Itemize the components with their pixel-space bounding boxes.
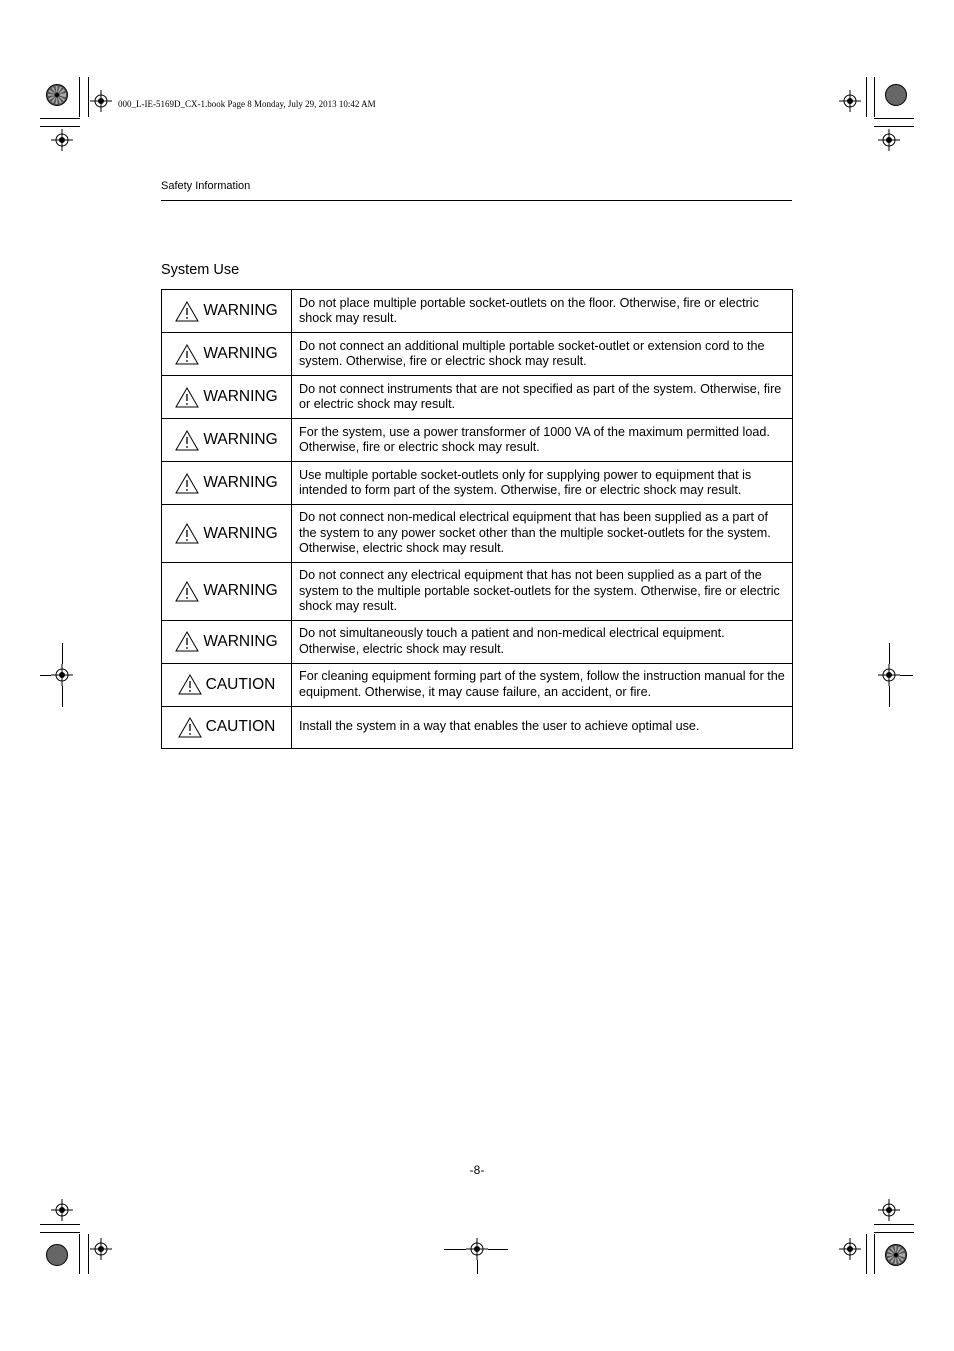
crop-line: [477, 1260, 478, 1274]
crop-line: [40, 675, 51, 676]
registration-mark-icon: [839, 90, 861, 112]
running-header: Safety Information: [161, 180, 251, 192]
warning-triangle-icon: [175, 523, 199, 544]
registration-mark-icon: [90, 90, 112, 112]
warning-triangle-icon: [175, 473, 199, 494]
signal-word: WARNING: [203, 524, 278, 542]
message-cell: Install the system in a way that enables the user to achieve optimal use.: [292, 706, 793, 748]
printer-file-info: 000_L-IE-5169D_CX-1.book Page 8 Monday, July 29, 2013 10:42 AM: [118, 99, 376, 109]
gray-disc-icon: [885, 84, 907, 106]
table-row: [162, 419, 793, 462]
warning-triangle-icon: [175, 631, 199, 652]
crop-line: [866, 77, 867, 117]
table-row: [162, 620, 793, 663]
crop-line: [889, 643, 890, 664]
crop-line: [900, 675, 913, 676]
signal-cell: [162, 376, 292, 419]
signal-cell: [162, 290, 292, 333]
message-cell: For cleaning equipment forming part of the system, follow the instruction manual for the equipment. Otherwise, it may cause failure, an accident, or fire.: [292, 663, 793, 706]
message-cell: Do not place multiple portable socket-outlets on the floor. Otherwise, fire or electric shock may result.: [292, 290, 793, 333]
signal-word: CAUTION: [205, 675, 276, 693]
crop-line: [88, 1234, 89, 1274]
signal-word: WARNING: [203, 474, 278, 491]
crop-line: [874, 126, 914, 127]
crop-line: [874, 1224, 914, 1225]
message-cell: Do not connect any electrical equipment that has not been supplied as a part of the system to the multiple portable socket-outlets for the system. Otherwise, fire or electric shock may result.: [292, 563, 793, 621]
registration-mark-icon: [878, 129, 900, 151]
registration-mark-icon: [878, 1199, 900, 1221]
signal-cell: [162, 563, 292, 621]
gray-disc-icon: [46, 1244, 68, 1266]
warning-triangle-icon: [175, 387, 199, 408]
registration-mark-icon: [878, 664, 900, 686]
signal-word: WARNING: [203, 345, 278, 362]
message-cell: Do not connect instruments that are not specified as part of the system. Otherwise, fire or electric shock may result.: [292, 376, 793, 419]
warning-triangle-icon: [175, 430, 199, 451]
signal-word: WARNING: [203, 388, 278, 405]
table-row: [162, 376, 793, 419]
crop-line: [444, 1249, 466, 1250]
signal-cell: [162, 419, 292, 462]
warning-triangle-icon: [178, 717, 202, 738]
crop-line: [79, 1234, 80, 1274]
warning-triangle-icon: [175, 301, 199, 322]
crop-line: [866, 1234, 867, 1274]
message-cell: For the system, use a power transformer of 1000 VA of the maximum permitted load. Otherwise, fire or electric shock may result.: [292, 419, 793, 462]
table-row: [162, 663, 793, 706]
message-cell: Do not simultaneously touch a patient and non-medical electrical equipment. Otherwise, electric shock may result.: [292, 620, 793, 663]
signal-cell: [162, 663, 292, 706]
crop-line: [40, 1224, 80, 1225]
registration-mark-icon: [90, 1238, 112, 1260]
signal-word: WARNING: [203, 632, 278, 650]
table-row: [162, 333, 793, 376]
crop-line: [88, 77, 89, 117]
table-row: [162, 290, 793, 333]
table-row: [162, 462, 793, 505]
section-title: System Use: [161, 262, 240, 278]
signal-word: WARNING: [203, 582, 278, 600]
signal-word: WARNING: [203, 431, 278, 448]
message-cell: Use multiple portable socket-outlets only for supplying power to equipment that is intended to form part of the system. Otherwise, fire or electric shock may result.: [292, 462, 793, 505]
warning-triangle-icon: [178, 674, 202, 695]
safety-table: [161, 289, 793, 749]
crop-line: [40, 118, 80, 119]
table-row: [162, 505, 793, 563]
crop-line: [874, 1234, 875, 1274]
signal-cell: [162, 333, 292, 376]
table-row: [162, 563, 793, 621]
crop-line: [874, 77, 875, 117]
crop-line: [79, 77, 80, 117]
registration-mark-icon: [51, 664, 73, 686]
signal-cell: [162, 620, 292, 663]
registration-mark-icon: [839, 1238, 861, 1260]
crop-line: [40, 126, 80, 127]
starburst-target-icon: [885, 1244, 907, 1266]
registration-mark-icon: [51, 129, 73, 151]
header-rule: [161, 200, 792, 201]
message-cell: Do not connect an additional multiple portable socket-outlet or extension cord to the system. Otherwise, fire or electric shock may result.: [292, 333, 793, 376]
crop-line: [62, 643, 63, 664]
registration-mark-icon: [466, 1238, 488, 1260]
crop-line: [889, 686, 890, 707]
message-cell: Do not connect non-medical electrical equipment that has been supplied as a part of the system to any power socket other than the multiple socket-outlets for the system. Otherwise, electric shock may result.: [292, 505, 793, 563]
registration-mark-icon: [51, 1199, 73, 1221]
starburst-target-icon: [46, 84, 68, 106]
crop-line: [62, 686, 63, 707]
signal-word: CAUTION: [205, 718, 276, 735]
signal-word: WARNING: [203, 302, 278, 319]
table-row: [162, 706, 793, 748]
warning-triangle-icon: [175, 344, 199, 365]
crop-line: [874, 1232, 914, 1233]
signal-cell: [162, 462, 292, 505]
warning-triangle-icon: [175, 581, 199, 602]
signal-cell: [162, 505, 292, 563]
crop-line: [874, 118, 914, 119]
signal-cell: [162, 706, 292, 748]
page-number: -8-: [469, 1163, 485, 1177]
crop-line: [488, 1249, 508, 1250]
crop-line: [40, 1232, 80, 1233]
